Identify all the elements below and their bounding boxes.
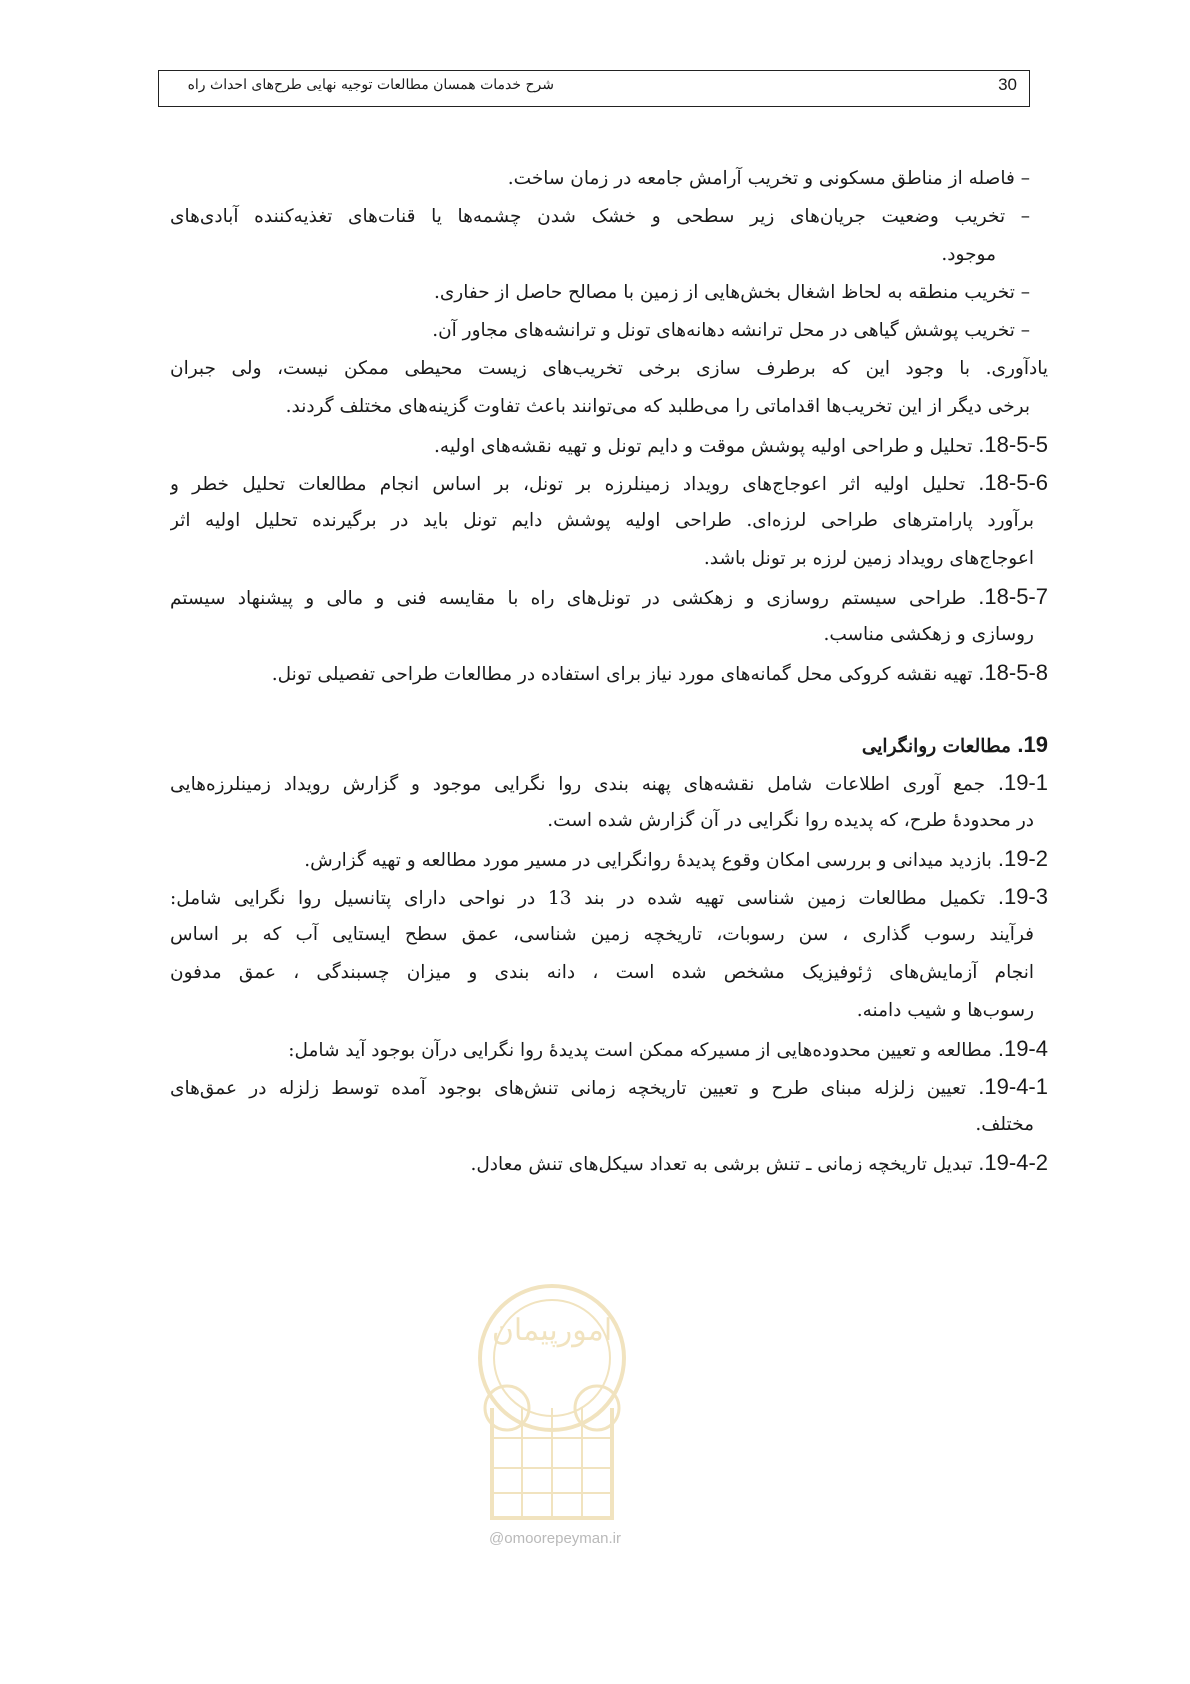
bullet-item-continuation: موجود. <box>941 244 996 265</box>
clause-text: تبدیل تاریخچه زمانی ـ تنش برشی به تعداد سیکل‌های تنش معادل. <box>470 1154 973 1175</box>
reminder-note-continuation: برخی دیگر از این تخریب‌ها اقداماتی را می‌طلبد که می‌توانند باعث تفاوت گزینه‌های مختلف گردند. <box>285 396 1030 417</box>
bullet-item: – تخریب منطقه به لحاظ اشغال بخش‌هایی از زمین با مصالح حاصل از حفاری. <box>433 282 1030 303</box>
clause-number: 19-4-1. <box>978 1074 1048 1099</box>
clause-18-5-6 <box>170 464 1048 502</box>
clause-continuation: روسازی و زهکشی مناسب. <box>823 624 1034 645</box>
clause-18-5-5 <box>170 426 1048 464</box>
bullet-item: – تخریب وضعیت جریان‌های زیر سطحی و خشک شدن چشمه‌ها یا قنات‌های تغذیه‌کننده آبادی‌های <box>170 206 1030 227</box>
clause-continuation: رسوب‌ها و شیب دامنه. <box>856 1000 1034 1021</box>
watermark-logo <box>452 1278 652 1528</box>
reminder-note: یادآوری. با وجود این که برطرف سازی برخی تخریب‌های زیست محیطی ممکن نیست، ولی جبران <box>170 358 1048 379</box>
clause-text: تکمیل مطالعات زمین شناسی تهیه شده در بند 13 در نواحی دارای پتانسیل روا نگرایی شامل: <box>170 888 986 909</box>
section-number: 19. <box>1017 732 1048 757</box>
watermark-url: @omoorepeyman.ir <box>489 1530 621 1547</box>
page-header <box>158 70 1030 107</box>
clause-number: 19-4. <box>997 1036 1048 1061</box>
clause-text: بازدید میدانی و بررسی امکان وقوع پدیدهٔ روانگرایی در مسیر مورد مطالعه و تهیه گزارش. <box>304 850 992 871</box>
clause-number: 18-5-8. <box>978 660 1048 685</box>
clause-19-3 <box>170 878 1048 916</box>
clause-continuation: برآورد پارامترهای طراحی لرزه‌ای. طراحی اولیه پوشش دایم تونل باید در برگیرنده تحلیل اولیه اثر <box>170 510 1034 531</box>
page-number: 30 <box>998 75 1017 94</box>
clause-19-4-2 <box>170 1144 1048 1182</box>
clause-number: 19-1. <box>997 770 1048 795</box>
clause-text: جمع آوری اطلاعات شامل نقشه‌های پهنه بندی روا نگرایی موجود و گزارش رویداد زمینلرزه‌هایی <box>170 774 986 795</box>
clause-19-2 <box>170 840 1048 878</box>
clause-continuation: در محدودهٔ طرح، که پدیده روا نگرایی در آن گزارش شده است. <box>547 810 1034 831</box>
document-body <box>170 160 1048 1182</box>
clause-continuation: مختلف. <box>975 1114 1034 1135</box>
clause-continuation: انجام آزمایش‌های ژئوفیزیک مشخص شده است ، دانه بندی و میزان چسبندگی ، عمق مدفون <box>170 962 1034 983</box>
clause-number: 19-2. <box>997 846 1048 871</box>
clause-continuation: اعوجاج‌های رویداد زمین لرزه بر تونل باشد. <box>703 548 1034 569</box>
clause-18-5-8 <box>170 654 1048 692</box>
clause-19-4-1 <box>170 1068 1048 1106</box>
clause-19-4 <box>170 1030 1048 1068</box>
clause-text: طراحی سیستم روسازی و زهکشی در تونل‌های راه با مقایسه فنی و مالی و پیشنهاد سیستم <box>170 588 966 609</box>
watermark-logo-text: امورپیمان <box>491 1313 613 1348</box>
clause-number: 19-3. <box>997 884 1048 909</box>
bullet-item: – تخریب پوشش گیاهی در محل ترانشه دهانه‌های تونل و ترانشه‌های مجاور آن. <box>432 320 1030 341</box>
clause-text: تحلیل اولیه اثر اعوجاج‌های رویداد زمینلرزه بر تونل، بر اساس انجام مطالعات تحلیل خطر و <box>170 474 966 495</box>
clause-19-1 <box>170 764 1048 802</box>
clause-continuation: فرآیند رسوب گذاری ، سن رسوبات، تاریخچه زمین شناسی، عمق سطح ایستایی آب که بر اساس <box>170 924 1034 945</box>
clause-number: 18-5-5. <box>978 432 1048 457</box>
section-heading-19 <box>170 726 1048 764</box>
bullet-item: – فاصله از مناطق مسکونی و تخریب آرامش جامعه در زمان ساخت. <box>507 168 1030 189</box>
clause-text: تحلیل و طراحی اولیه پوشش موقت و دایم تونل و تهیه نقشه‌های اولیه. <box>434 436 973 457</box>
clause-text: تعیین زلزله مبنای طرح و تعیین تاریخچه زمانی تنش‌های بوجود آمده توسط زلزله در عمق‌های <box>170 1078 967 1099</box>
section-title: مطالعات روانگرایی <box>861 736 1011 757</box>
clause-number: 18-5-6. <box>978 470 1048 495</box>
clause-number: 19-4-2. <box>978 1150 1048 1175</box>
clause-text: تهیه نقشه کروکی محل گمانه‌های مورد نیاز برای استفاده در مطالعات طراحی تفصیلی تونل. <box>271 664 973 685</box>
clause-number: 18-5-7. <box>978 584 1048 609</box>
header-title: شرح خدمات همسان مطالعات توجیه نهایی طرح‌های احداث راه <box>187 77 554 93</box>
clause-text: مطالعه و تعیین محدوده‌هایی از مسیرکه ممکن است پدیدهٔ روا نگرایی درآن بوجود آید شامل: <box>288 1040 992 1061</box>
clause-18-5-7 <box>170 578 1048 616</box>
